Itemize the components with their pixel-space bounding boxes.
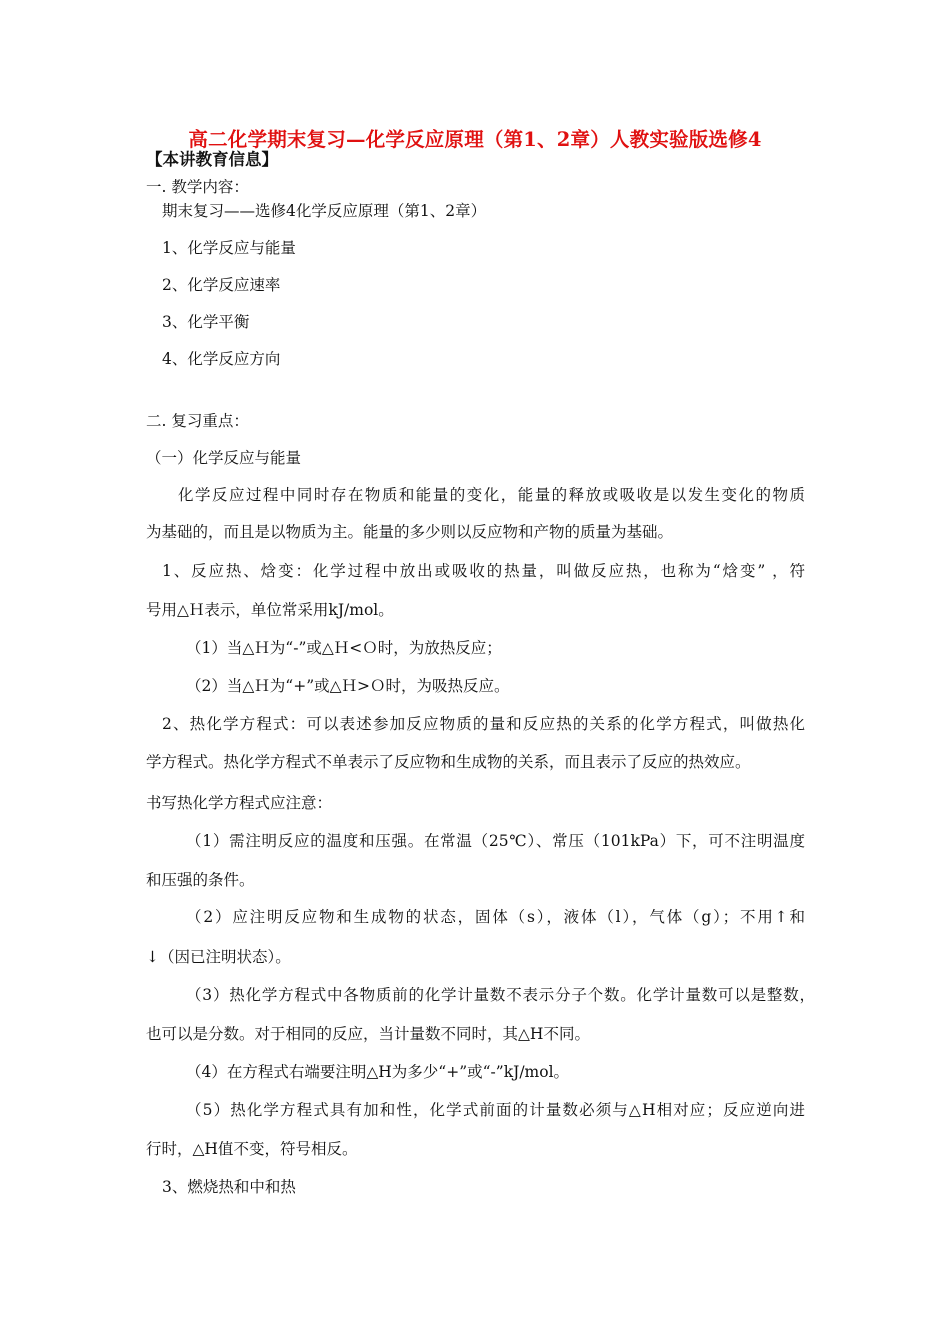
paragraph-line: 2、热化学方程式：可以表述参加反应物质的量和反应热的关系的化学方程式，叫做热化 bbox=[162, 715, 805, 733]
paragraph-line: 号用△Ｈ表示，单位常采用kJ/mol。 bbox=[146, 601, 394, 619]
subsection-heading: （一）化学反应与能量 bbox=[146, 449, 302, 467]
document-title: 高二化学期末复习—化学反应原理（第1、2章）人教实验版选修4 bbox=[188, 128, 762, 151]
section1-subtitle: 期末复习——选修4化学反应原理（第1、2章） bbox=[162, 202, 487, 220]
paragraph-line: 化学反应过程中同时存在物质和能量的变化，能量的释放或吸收是以发生变化的物质 bbox=[178, 486, 805, 504]
section1-heading: 一. 教学内容： bbox=[146, 178, 249, 196]
list-item: 3、化学平衡 bbox=[162, 313, 250, 331]
paragraph-line: （5）热化学方程式具有加和性，化学式前面的计量数必须与△H相对应；反应逆向进 bbox=[186, 1101, 805, 1119]
paragraph-line: 书写热化学方程式应注意： bbox=[146, 794, 333, 812]
paragraph-line: 1、反应热、焓变：化学过程中放出或吸收的热量，叫做反应热，也称为“焓变” ，符 bbox=[162, 562, 805, 580]
paragraph-line: （4）在方程式右端要注明△H为多少“+”或“-”kJ/mol。 bbox=[186, 1063, 570, 1081]
paragraph-line: （3）热化学方程式中各物质前的化学计量数不表示分子个数。化学计量数可以是整数， bbox=[186, 986, 815, 1004]
paragraph-line: （1）当△Ｈ为“-”或△Ｈ<Ｏ时，为放热反应； bbox=[186, 639, 502, 657]
info-heading: 【本讲教育信息】 bbox=[146, 150, 278, 169]
list-item: 1、化学反应与能量 bbox=[162, 239, 296, 257]
paragraph-line: （1）需注明反应的温度和压强。在常温（25℃）、常压（101kPa）下，可不注明温度 bbox=[186, 832, 805, 850]
paragraph-line: 学方程式。热化学方程式不单表示了反应物和生成物的关系，而且表示了反应的热效应。 bbox=[146, 753, 751, 771]
paragraph-line: ↓（因已注明状态）。 bbox=[146, 948, 291, 966]
list-item: 2、化学反应速率 bbox=[162, 276, 281, 294]
paragraph-line: 行时，△H值不变，符号相反。 bbox=[146, 1140, 358, 1158]
paragraph-line: 为基础的，而且是以物质为主。能量的多少则以反应物和产物的质量为基础。 bbox=[146, 523, 674, 541]
list-item: 4、化学反应方向 bbox=[162, 350, 281, 368]
paragraph-line: 也可以是分数。对于相同的反应，当计量数不同时，其△H不同。 bbox=[146, 1025, 590, 1043]
paragraph-line: （2）应注明反应物和生成物的状态，固体（s），液体（l），气体（g）；不用↑和 bbox=[186, 908, 805, 926]
paragraph-line: 和压强的条件。 bbox=[146, 871, 255, 889]
paragraph-line: 3、燃烧热和中和热 bbox=[162, 1178, 296, 1196]
paragraph-line: （2）当△Ｈ为“+”或△Ｈ>Ｏ时，为吸热反应。 bbox=[186, 677, 510, 695]
section2-heading: 二. 复习重点： bbox=[146, 412, 249, 430]
